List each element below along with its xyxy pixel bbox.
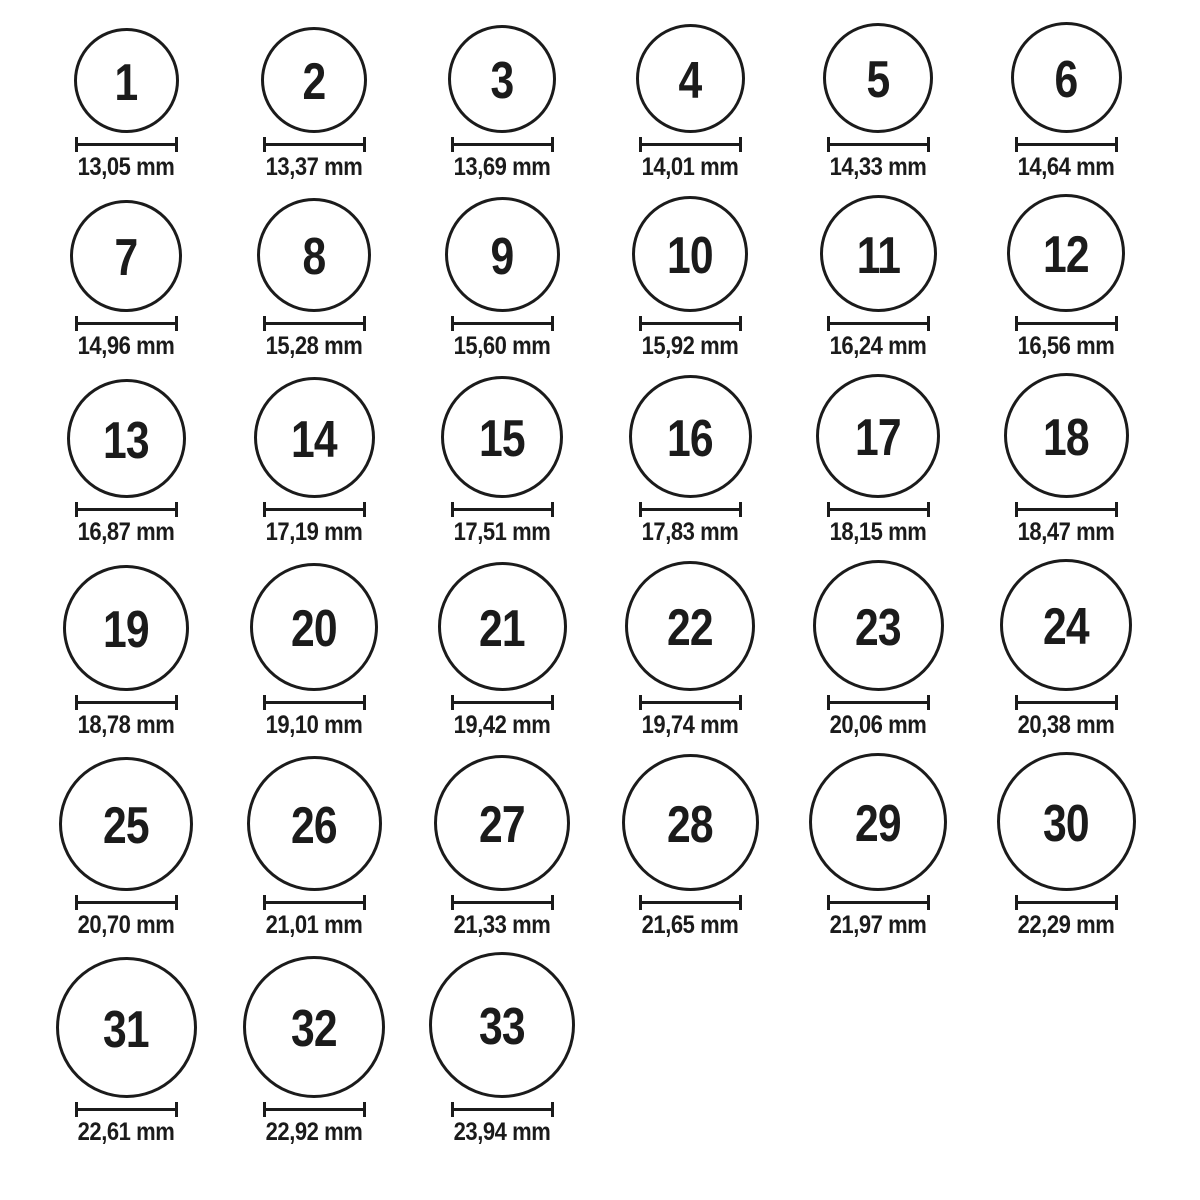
diameter-label: 21,97 mm [829, 911, 927, 939]
ring-circle [434, 755, 570, 891]
diameter-label: 17,51 mm [453, 518, 551, 546]
ruler-right-tick [551, 137, 554, 152]
diameter-label: 13,69 mm [453, 153, 551, 181]
ring-circle [67, 379, 186, 498]
ruler-right-tick [363, 695, 366, 710]
ring-size-number: 5 [866, 51, 890, 109]
ring-size-number: 7 [114, 229, 138, 287]
diameter-ruler [639, 695, 742, 710]
ruler-line [454, 701, 551, 704]
ruler-right-tick [551, 895, 554, 910]
ruler-line [266, 701, 363, 704]
ruler-right-tick [175, 137, 178, 152]
diameter-label: 22,61 mm [77, 1118, 175, 1146]
ruler-right-tick [739, 137, 742, 152]
ring-size-cell [816, 374, 940, 545]
ring-size-cell [1007, 194, 1125, 359]
ring-circle [59, 757, 193, 891]
diameter-label: 13,05 mm [77, 153, 175, 181]
ring-size-number: 31 [103, 1000, 149, 1059]
ring-size-number: 6 [1054, 50, 1078, 109]
diameter-ruler [451, 502, 554, 517]
ring-circle [823, 23, 933, 133]
ruler-right-tick [739, 895, 742, 910]
ruler-line [642, 322, 739, 325]
ring-circle [74, 28, 179, 133]
ruler-line [266, 508, 363, 511]
ring-circle [622, 754, 759, 891]
diameter-ruler [75, 502, 178, 517]
diameter-ruler [263, 502, 366, 517]
ring-size-number: 32 [291, 1000, 337, 1058]
diameter-ruler [827, 895, 930, 910]
ring-circle [997, 752, 1136, 891]
diameter-label: 20,70 mm [77, 911, 175, 939]
ring-size-cell [250, 563, 378, 738]
ring-circle [816, 374, 940, 498]
ring-circle [636, 24, 745, 133]
diameter-ruler [639, 316, 742, 331]
ruler-line [642, 701, 739, 704]
ring-circle [625, 561, 755, 691]
ruler-line [266, 143, 363, 146]
ring-circle [250, 563, 378, 691]
diameter-ruler [827, 316, 930, 331]
ruler-line [1018, 701, 1115, 704]
ring-size-number: 16 [667, 409, 713, 468]
ring-size-cell [809, 753, 947, 938]
ring-size-cell [820, 195, 937, 359]
diameter-ruler [827, 695, 930, 710]
ring-size-number: 29 [855, 795, 901, 853]
diameter-label: 17,83 mm [641, 518, 739, 546]
ring-circle [247, 756, 382, 891]
diameter-label: 14,33 mm [829, 153, 927, 181]
ruler-right-tick [1115, 316, 1118, 331]
ruler-right-tick [363, 316, 366, 331]
ruler-right-tick [175, 1102, 178, 1117]
ruler-right-tick [551, 316, 554, 331]
ruler-right-tick [551, 695, 554, 710]
diameter-ruler [75, 1102, 178, 1117]
ring-size-cell [56, 957, 197, 1145]
ring-size-cell [997, 752, 1136, 938]
ring-size-number: 10 [667, 227, 713, 285]
ring-size-number: 19 [103, 601, 149, 659]
ruler-right-tick [175, 316, 178, 331]
ruler-line [454, 508, 551, 511]
ruler-right-tick [927, 316, 930, 331]
ring-size-cell [434, 755, 570, 938]
ring-size-number: 28 [667, 795, 713, 854]
diameter-ruler [75, 316, 178, 331]
ruler-right-tick [363, 502, 366, 517]
diameter-ruler [451, 1102, 554, 1117]
diameter-ruler [639, 137, 742, 152]
ruler-line [830, 901, 927, 904]
ring-circle [63, 565, 189, 691]
ring-size-cell [257, 198, 371, 359]
ruler-right-tick [739, 316, 742, 331]
ruler-right-tick [363, 137, 366, 152]
ring-size-cell [259, 27, 369, 180]
ruler-line [454, 1108, 551, 1111]
ring-size-number: 20 [291, 600, 337, 658]
diameter-label: 20,38 mm [1017, 711, 1115, 739]
ring-size-cell [254, 377, 375, 545]
ring-circle [1000, 559, 1132, 691]
ring-circle [70, 200, 182, 312]
diameter-ruler [639, 895, 742, 910]
diameter-label: 18,47 mm [1017, 518, 1115, 546]
ring-size-number: 21 [479, 599, 525, 658]
ruler-line [266, 1108, 363, 1111]
ring-size-cell [813, 560, 944, 738]
ring-size-cell [243, 956, 385, 1145]
ring-size-number: 25 [103, 797, 149, 855]
diameter-label: 23,94 mm [453, 1118, 551, 1146]
diameter-ruler [827, 502, 930, 517]
ruler-right-tick [739, 502, 742, 517]
diameter-label: 18,78 mm [77, 711, 175, 739]
ring-circle [261, 27, 367, 133]
ruler-right-tick [175, 895, 178, 910]
ruler-line [1018, 322, 1115, 325]
ring-size-chart [32, 0, 1160, 1145]
ring-size-number: 2 [302, 53, 326, 111]
ring-circle [56, 957, 197, 1098]
diameter-label: 15,60 mm [453, 332, 551, 360]
ruler-right-tick [927, 137, 930, 152]
ring-size-cell [247, 756, 382, 938]
ring-circle [429, 952, 575, 1098]
ruler-right-tick [927, 502, 930, 517]
diameter-ruler [263, 1102, 366, 1117]
ring-size-number: 11 [856, 226, 900, 285]
ring-size-cell [71, 28, 181, 180]
diameter-ruler [451, 316, 554, 331]
ring-circle [1004, 373, 1129, 498]
ruler-line [454, 143, 551, 146]
ring-size-cell [59, 757, 193, 938]
ruler-right-tick [739, 695, 742, 710]
ring-size-cell [625, 561, 755, 738]
ruler-right-tick [175, 502, 178, 517]
diameter-label: 21,65 mm [641, 911, 739, 939]
ring-circle [445, 197, 560, 312]
ruler-line [642, 901, 739, 904]
ruler-line [1018, 143, 1115, 146]
ring-size-cell [1000, 559, 1132, 738]
diameter-label: 14,01 mm [641, 153, 739, 181]
ring-circle [1011, 22, 1122, 133]
diameter-label: 14,64 mm [1017, 153, 1115, 181]
ring-size-cell [632, 196, 748, 359]
ring-size-number: 12 [1043, 226, 1089, 284]
ring-circle [629, 375, 752, 498]
ring-size-number: 18 [1043, 408, 1089, 467]
ring-size-number: 13 [103, 411, 149, 470]
ring-size-cell [438, 562, 567, 738]
diameter-label: 17,19 mm [265, 518, 363, 546]
ring-circle [441, 376, 563, 498]
ruler-line [830, 143, 927, 146]
diameter-ruler [263, 316, 366, 331]
ring-size-cell [67, 379, 186, 545]
ring-size-number: 27 [479, 796, 525, 854]
ring-circle [438, 562, 567, 691]
ring-size-cell [447, 25, 557, 180]
diameter-label: 21,01 mm [265, 911, 363, 939]
ruler-line [830, 701, 927, 704]
ring-circle [813, 560, 944, 691]
ring-circle [809, 753, 947, 891]
ring-size-number: 8 [302, 228, 326, 286]
ruler-right-tick [927, 695, 930, 710]
ring-size-cell [622, 754, 759, 938]
diameter-label: 15,28 mm [265, 332, 363, 360]
ring-circle [257, 198, 371, 312]
diameter-ruler [75, 695, 178, 710]
ruler-line [78, 508, 175, 511]
diameter-label: 14,96 mm [77, 332, 175, 360]
ring-circle [632, 196, 748, 312]
diameter-label: 15,92 mm [641, 332, 739, 360]
ruler-right-tick [363, 1102, 366, 1117]
ruler-line [830, 322, 927, 325]
diameter-label: 13,37 mm [265, 153, 363, 181]
ring-size-number: 24 [1043, 598, 1089, 656]
diameter-ruler [451, 137, 554, 152]
ruler-line [78, 322, 175, 325]
ruler-line [454, 322, 551, 325]
ring-circle [820, 195, 937, 312]
ruler-right-tick [1115, 895, 1118, 910]
ring-size-number: 14 [291, 410, 337, 469]
ring-circle [254, 377, 375, 498]
diameter-ruler [639, 502, 742, 517]
diameter-label: 19,74 mm [641, 711, 739, 739]
diameter-ruler [75, 895, 178, 910]
diameter-label: 16,24 mm [829, 332, 927, 360]
ring-size-cell [441, 376, 563, 545]
ruler-line [78, 143, 175, 146]
ring-size-number: 3 [490, 52, 514, 110]
ruler-right-tick [1115, 137, 1118, 152]
diameter-label: 22,29 mm [1017, 911, 1115, 939]
ring-size-cell [635, 24, 745, 180]
ring-size-number: 1 [114, 53, 138, 112]
ruler-right-tick [175, 695, 178, 710]
ruler-right-tick [1115, 502, 1118, 517]
ruler-line [830, 508, 927, 511]
ruler-line [454, 901, 551, 904]
ruler-right-tick [363, 895, 366, 910]
diameter-ruler [1015, 695, 1118, 710]
ring-size-cell [1004, 373, 1129, 545]
diameter-label: 16,87 mm [77, 518, 175, 546]
ring-circle [1007, 194, 1125, 312]
diameter-ruler [1015, 137, 1118, 152]
diameter-ruler [263, 137, 366, 152]
diameter-ruler [263, 695, 366, 710]
diameter-label: 16,56 mm [1017, 332, 1115, 360]
diameter-label: 22,92 mm [265, 1118, 363, 1146]
ring-size-cell [63, 565, 189, 738]
ruler-line [266, 322, 363, 325]
ring-size-cell [70, 200, 182, 359]
ring-size-number: 9 [490, 227, 514, 286]
ruler-line [642, 143, 739, 146]
ring-size-number: 15 [479, 410, 525, 468]
diameter-ruler [451, 695, 554, 710]
ring-size-cell [629, 375, 752, 545]
diameter-ruler [75, 137, 178, 152]
ruler-line [266, 901, 363, 904]
ring-size-number: 26 [291, 796, 337, 855]
ring-size-cell [823, 23, 933, 180]
ruler-right-tick [551, 502, 554, 517]
diameter-label: 18,15 mm [829, 518, 927, 546]
diameter-ruler [1015, 502, 1118, 517]
ruler-line [78, 901, 175, 904]
ruler-right-tick [1115, 695, 1118, 710]
ruler-right-tick [927, 895, 930, 910]
diameter-label: 19,42 mm [453, 711, 551, 739]
ruler-right-tick [551, 1102, 554, 1117]
ring-size-number: 4 [678, 51, 702, 110]
diameter-label: 21,33 mm [453, 911, 551, 939]
ring-size-number: 17 [855, 409, 901, 467]
diameter-ruler [451, 895, 554, 910]
ruler-line [78, 1108, 175, 1111]
ruler-line [1018, 508, 1115, 511]
ring-size-cell [429, 952, 575, 1145]
diameter-ruler [827, 137, 930, 152]
ring-size-cell [1011, 22, 1122, 180]
diameter-ruler [1015, 895, 1118, 910]
ruler-line [1018, 901, 1115, 904]
ring-size-number: 30 [1043, 794, 1089, 853]
ruler-line [78, 701, 175, 704]
diameter-ruler [1015, 316, 1118, 331]
ring-size-number: 23 [855, 598, 901, 657]
diameter-label: 19,10 mm [265, 711, 363, 739]
ring-circle [243, 956, 385, 1098]
ring-size-cell [445, 197, 560, 359]
ring-circle [448, 25, 556, 133]
ruler-line [642, 508, 739, 511]
diameter-ruler [263, 895, 366, 910]
ring-size-number: 33 [479, 998, 525, 1056]
diameter-label: 20,06 mm [829, 711, 927, 739]
ring-size-number: 22 [667, 599, 713, 657]
